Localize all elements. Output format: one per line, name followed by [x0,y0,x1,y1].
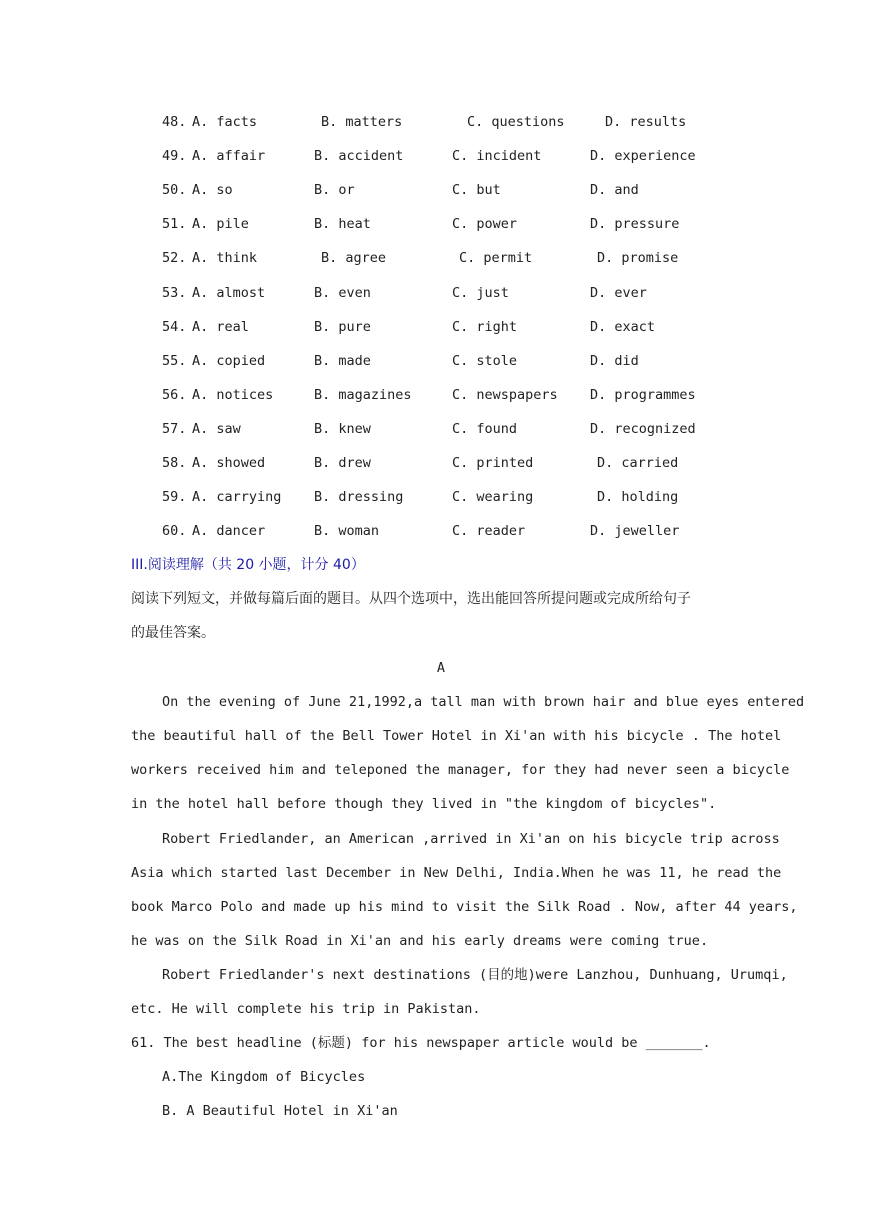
option-c: C. just [452,285,509,301]
question-stem: 61. The best headline (标题) for his newspaper article would be _______. [131,1035,711,1051]
option-row-56 [0,385,696,405]
option-row-48 [0,112,687,132]
option-row-59 [0,487,679,507]
option-b: B. magazines [314,387,412,403]
option-a: A. almost [192,285,266,301]
question-number: 56. [162,387,187,403]
option-c: C. questions [467,114,565,130]
option-a: A. dancer [192,523,266,539]
option-row-50 [0,180,639,200]
question-number: 57. [162,421,187,437]
option-d: D. holding [597,489,679,505]
option-d: D. programmes [590,387,696,403]
option-row-54 [0,317,656,337]
option-a: A. facts [192,114,258,130]
passage-line: book Marco Polo and made up his mind to visit the Silk Road . Now, after 44 years, [131,899,798,915]
passage-line: Asia which started last December in New Delhi, India.When he was 11, he read the [131,865,782,881]
option-a: A. pile [192,216,249,232]
option-b: B. agree [321,250,387,266]
option-a: A. saw [192,421,241,437]
passage-line: workers received him and teleponed the manager, for they had never seen a bicycle [131,762,790,778]
section-title: III.阅读理解（共 20 小题，计分 40） [131,557,365,573]
option-d: D. did [590,353,639,369]
option-row-58 [0,453,679,473]
option-d: D. pressure [590,216,680,232]
option-b: B. woman [314,523,380,539]
option-row-51 [0,214,680,234]
option-b: B. heat [314,216,371,232]
option-c: C. printed [452,455,534,471]
option-b: B. matters [321,114,403,130]
option-a: A. real [192,319,249,335]
option-b: B. or [314,182,355,198]
passage-line: in the hotel hall before though they lived in "the kingdom of bicycles". [131,796,717,812]
option-c: C. found [452,421,518,437]
question-number: 48. [162,114,187,130]
option-row-49 [0,146,696,166]
option-row-60 [0,521,680,541]
option-d: D. results [605,114,687,130]
passage-line: Robert Friedlander, an American ,arrived in Xi'an on his bicycle trip across [162,831,780,847]
question-option-b: B. A Beautiful Hotel in Xi'an [162,1103,398,1119]
question-number: 58. [162,455,187,471]
option-c: C. reader [452,523,526,539]
option-d: D. recognized [590,421,696,437]
option-c: C. newspapers [452,387,558,403]
passage-line: Robert Friedlander's next destinations (目的地)were Lanzhou, Dunhuang, Urumqi, [162,967,788,983]
question-number: 60. [162,523,187,539]
option-d: D. ever [590,285,647,301]
option-b: B. drew [314,455,371,471]
option-d: D. carried [597,455,679,471]
question-option-a: A.The Kingdom of Bicycles [162,1069,366,1085]
option-row-52 [0,248,679,268]
option-c: C. right [452,319,518,335]
option-d: D. exact [590,319,656,335]
section-instruction-line-1: 阅读下列短文，并做每篇后面的题目。从四个选项中，选出能回答所提问题或完成所给句子 [131,591,691,607]
question-number: 51. [162,216,187,232]
question-number: 50. [162,182,187,198]
option-b: B. dressing [314,489,404,505]
option-b: B. made [314,353,371,369]
passage-label: A [436,660,446,676]
question-number: 49. [162,148,187,164]
question-number: 59. [162,489,187,505]
passage-line: etc. He will complete his trip in Pakistan. [131,1001,481,1017]
option-d: D. promise [597,250,679,266]
option-c: C. wearing [452,489,534,505]
option-d: D. and [590,182,639,198]
option-b: B. accident [314,148,404,164]
option-d: D. experience [590,148,696,164]
option-row-55 [0,351,639,371]
option-a: A. copied [192,353,266,369]
option-a: A. think [192,250,258,266]
option-row-53 [0,283,647,303]
option-a: A. notices [192,387,274,403]
question-number: 53. [162,285,187,301]
option-c: C. incident [452,148,542,164]
option-c: C. stole [452,353,518,369]
passage-line: he was on the Silk Road in Xi'an and his early dreams were coming true. [131,933,709,949]
option-a: A. so [192,182,233,198]
option-d: D. jeweller [590,523,680,539]
option-c: C. but [452,182,501,198]
option-b: B. pure [314,319,371,335]
section-instruction-line-2: 的最佳答案。 [131,625,215,641]
passage-line: On the evening of June 21,1992,a tall man with brown hair and blue eyes entered [162,694,805,710]
question-number: 54. [162,319,187,335]
option-b: B. even [314,285,371,301]
option-row-57 [0,419,696,439]
option-c: C. power [452,216,518,232]
option-a: A. carrying [192,489,282,505]
option-b: B. knew [314,421,371,437]
option-a: A. affair [192,148,266,164]
question-number: 52. [162,250,187,266]
option-c: C. permit [459,250,533,266]
question-number: 55. [162,353,187,369]
passage-line: the beautiful hall of the Bell Tower Hotel in Xi'an with his bicycle . The hotel [131,728,782,744]
option-a: A. showed [192,455,266,471]
